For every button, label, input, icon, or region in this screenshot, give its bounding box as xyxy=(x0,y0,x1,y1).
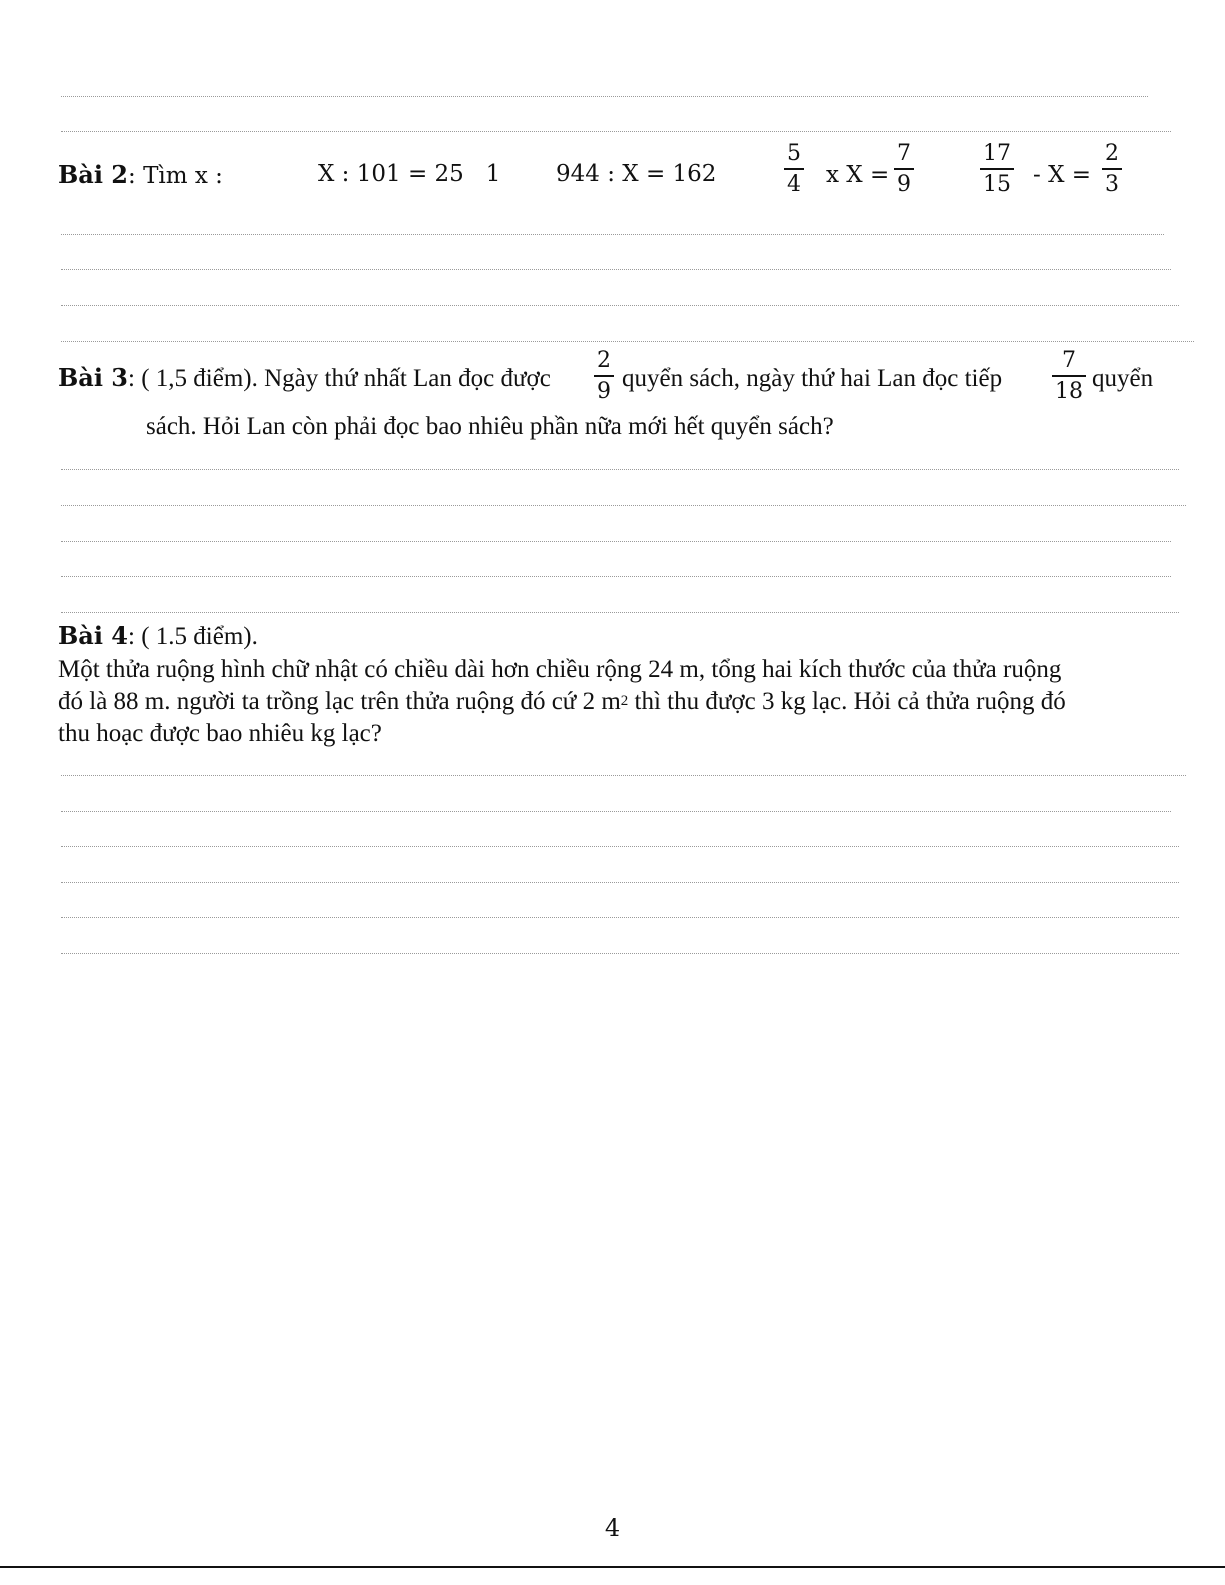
bai3-line-2: sách. Hỏi Lan còn phải đọc bao nhiêu phần nữa mới hết quyển sách? xyxy=(146,413,834,440)
answer-line xyxy=(61,917,1179,918)
bai3-line-1 xyxy=(58,363,551,392)
answer-line xyxy=(61,775,1186,776)
answer-line xyxy=(61,341,1194,342)
bai2-text: : Tìm x : xyxy=(128,163,223,189)
bai4-text: : ( 1.5 điểm). xyxy=(128,623,258,650)
bai3-text-c: quyển xyxy=(1092,365,1154,392)
answer-line xyxy=(61,612,1179,613)
bai2-equation-2: 944 : X = 162 xyxy=(556,161,717,187)
bai2-eq3-operator: x X = xyxy=(826,162,890,188)
denominator: 3 xyxy=(1105,171,1119,197)
bai2-eq3-fraction-right xyxy=(894,143,914,196)
bai4-heading xyxy=(58,621,258,650)
bai2-equation-1: X : 101 = 25 1 xyxy=(318,161,501,187)
bai4-text-part: đó là 88 m. người ta trồng lạc trên thửa ruộng đó cứ 2 m xyxy=(58,688,621,715)
bai2-eq3-fraction-left xyxy=(784,143,804,196)
bai3-fraction-2 xyxy=(1052,350,1086,403)
answer-line xyxy=(61,234,1164,235)
denominator: 15 xyxy=(983,171,1011,197)
page-number: 4 xyxy=(604,1514,621,1542)
answer-line xyxy=(61,882,1179,883)
numerator: 7 xyxy=(1062,348,1076,373)
bai3-fraction-1 xyxy=(594,350,614,403)
denominator: 18 xyxy=(1055,378,1083,404)
numerator: 7 xyxy=(897,141,911,166)
denominator: 9 xyxy=(597,378,611,404)
answer-line xyxy=(61,541,1171,542)
bai4-paragraph-line-1: Một thửa ruộng hình chữ nhật có chiều dài hơn chiều rộng 24 m, tổng hai kích thước của thửa ruộng xyxy=(58,656,1062,683)
denominator: 4 xyxy=(787,171,801,197)
bai2-heading xyxy=(58,160,223,189)
answer-line xyxy=(61,269,1171,270)
answer-line xyxy=(61,305,1179,306)
bai2-eq4-operator: - X = xyxy=(1033,162,1092,188)
bai4-label: Bài 4 xyxy=(58,621,129,650)
numerator: 17 xyxy=(983,141,1011,166)
bai4-paragraph-line-3: thu hoạc được bao nhiêu kg lạc? xyxy=(58,720,382,747)
bai3-text-a: : ( 1,5 điểm). Ngày thứ nhất Lan đọc được xyxy=(128,365,551,392)
bai3-text-b: quyển sách, ngày thứ hai Lan đọc tiếp xyxy=(622,365,1003,392)
bai3-label: Bài 3 xyxy=(58,363,129,392)
answer-line xyxy=(61,953,1179,954)
answer-line xyxy=(61,469,1179,470)
answer-line xyxy=(61,131,1171,132)
denominator: 9 xyxy=(897,171,911,197)
numerator: 2 xyxy=(1105,141,1119,166)
bai2-eq4-fraction-left xyxy=(980,143,1014,196)
answer-line xyxy=(61,846,1179,847)
bai4-text-part: thì thu được 3 kg lạc. Hỏi cả thửa ruộng đó xyxy=(628,688,1066,715)
answer-line xyxy=(61,576,1171,577)
superscript: 2 xyxy=(620,693,629,709)
page-bottom-rule xyxy=(0,1566,1225,1568)
bai2-label: Bài 2 xyxy=(58,160,129,189)
numerator: 5 xyxy=(787,141,801,166)
answer-line xyxy=(61,505,1186,506)
answer-line xyxy=(61,811,1171,812)
bai4-paragraph-line-2 xyxy=(58,689,1066,714)
numerator: 2 xyxy=(597,348,611,373)
answer-line xyxy=(61,96,1148,97)
bai2-eq4-fraction-right xyxy=(1102,143,1122,196)
